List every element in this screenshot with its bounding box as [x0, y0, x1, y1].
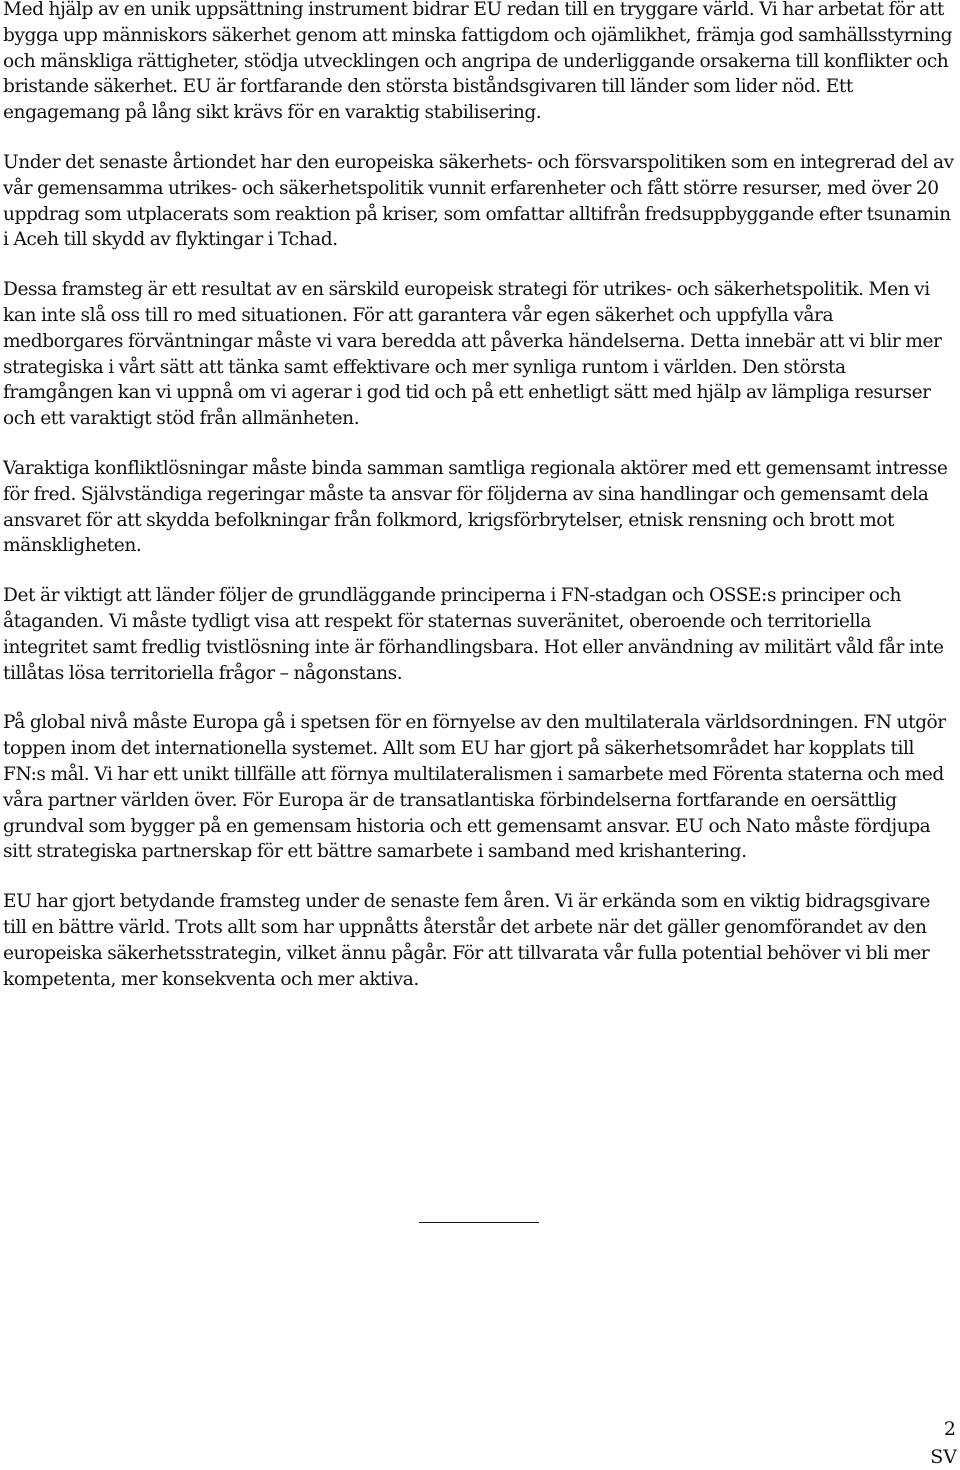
page-number: 2	[943, 1418, 956, 1440]
paragraph-2: Under det senaste årtiondet har den europeiska säkerhets- och försvarspolitiken som en integrerad del av vår gemensamma utrikes- och säkerhetspolitik vunnit erfarenheter och fått större resurser, med över 20 uppdrag som utplacerats som reaktion på kriser, som omfattar alltifrån fredsuppbyggande efter tsunamin i Aceh till skydd av flyktingar i Tchad.	[3, 151, 954, 251]
language-code: SV	[930, 1446, 957, 1468]
paragraph-3: Dessa framsteg är ett resultat av en särskild europeisk strategi för utrikes- och säkerhetspolitik. Men vi kan inte slå oss till ro med situationen. För att garantera vår egen säkerhet och uppfylla våra medborgares förväntningar måste vi vara beredda att påverka händelserna. Detta innebär att vi blir mer strategiska i vårt sätt att tänka samt effektivare och mer synliga runtom i världen. Den största framgången kan vi uppnå om vi agerar i god tid och på ett enhetligt sätt med hjälp av lämpliga resurser och ett varaktigt stöd från allmänheten.	[3, 279, 942, 430]
paragraph-4: Varaktiga konfliktlösningar måste binda samman samtliga regionala aktörer med ett gemensamt intresse för fred. Självständiga regeringar måste ta ansvar för följderna av sina handlingar och gemensamt dela ansvaret för att skydda befolkningar från folkmord, krigsförbrytelser, etnisk rensning och brott mot mänskligheten.	[3, 457, 948, 557]
section-divider	[419, 1222, 539, 1223]
document-body	[3, 0, 955, 1016]
paragraph-6: På global nivå måste Europa gå i spetsen för en förnyelse av den multilaterala världsordningen. FN utgör toppen inom det internationella systemet. Allt som EU har gjort på säkerhetsområdet har kopplats till FN:s mål. Vi har ett unikt tillfälle att förnya multilateralismen i samarbete med Förenta staterna och med våra partner världen över. För Europa är de transatlantiska förbindelserna fortfarande en oersättlig grundval som bygger på en gemensam historia och ett gemensamt ansvar. EU och Nato måste fördjupa sitt strategiska partnerskap för ett bättre samarbete i samband med krishantering.	[3, 712, 946, 863]
paragraph-1: Med hjälp av en unik uppsättning instrument bidrar EU redan till en tryggare värld. Vi har arbetat för att bygga upp människors säkerhet genom att minska fattigdom och ojämlikhet, främja god samhällsstyrning och mänskliga rättigheter, stödja utvecklingen och angripa de underliggande orsakerna till konflikter och bristande säkerhet. EU är fortfarande den största biståndsgivaren till länder som lider nöd. Ett engagemang på lång sikt krävs för en varaktig stabilisering.	[3, 0, 953, 124]
paragraph-7: EU har gjort betydande framsteg under de senaste fem åren. Vi är erkända som en viktig bidragsgivare till en bättre värld. Trots allt som har uppnåtts återstår det arbete när det gäller genomförandet av den europeiska säkerhetsstrategin, vilket ännu pågår. För att tillvarata vår fulla potential behöver vi bli mer kompetenta, mer konsekventa och mer aktiva.	[3, 891, 930, 990]
paragraph-5: Det är viktigt att länder följer de grundläggande principerna i FN-stadgan och OSSE:s principer och åtaganden. Vi måste tydligt visa att respekt för staternas suveränitet, oberoende och territoriella integritet samt fredlig tvistlösning inte är förhandlingsbara. Hot eller användning av militärt våld får inte tillåtas lösa territoriella frågor – någonstans.	[3, 585, 944, 684]
